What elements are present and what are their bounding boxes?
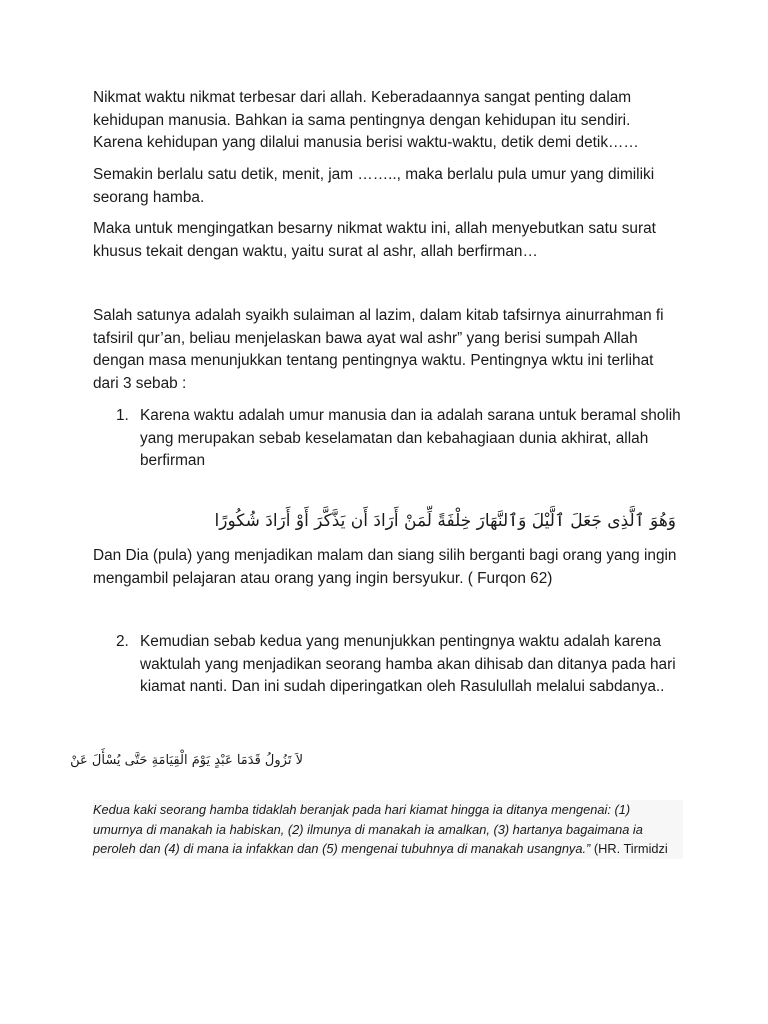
list-item-1 [116, 405, 686, 473]
hadith-translation [93, 800, 683, 859]
verse-translation: Dan Dia (pula) yang menjadikan malam dan siang silih berganti bagi orang yang ingin mengambil pelajaran atau orang yang ingin bersyukur. ( Furqon 62) [93, 547, 677, 587]
hadith-translation-text: Kedua kaki seorang hamba tidaklah beranjak pada hari kiamat hingga ia ditanya mengenai: (1) umurnya di manakah ia habiskan, (2) ilmunya di manakah ia amalkan, (3) hartanya bagaimana ia peroleh dan (4) di mana ia infakkan dan (5) mengenai tubuhnya di manakah usangnya.” [93, 802, 643, 856]
hadith-arabic: لاَ تَزُولُ قَدَمَا عَبْدٍ يَوْمَ الْقِيَامَةِ حَتَّى يُسْأَلَ عَنْ [70, 753, 303, 768]
list-item-text: Kemudian sebab kedua yang menunjukkan pentingnya waktu adalah karena waktulah yang menjadikan seorang hamba akan dihisab dan ditanya pada hari kiamat nanti. Dan ini sudah diperingatkan oleh Rasulullah melalui sabdanya.. [140, 633, 676, 695]
third-paragraph: Maka untuk mengingatkan besarny nikmat waktu ini, allah menyebutkan satu surat khusus tekait dengan waktu, yaitu surat al ashr, allah berfirman… [93, 220, 656, 260]
list-item-text: Karena waktu adalah umur manusia dan ia adalah sarana untuk beramal sholih yang merupakan sebab keselamatan dan kebahagiaan dunia akhirat, allah berfirman [140, 407, 681, 469]
list-number: 1. [116, 407, 129, 424]
intro-paragraph: Nikmat waktu nikmat terbesar dari allah. Keberadaannya sangat penting dalam kehidupan manusia. Bahkan ia sama pentingnya dengan kehidupan itu sendiri. Karena kehidupan yang dilalui manusia berisi waktu-waktu, detik demi detik…… [93, 89, 639, 151]
list-number: 2. [116, 633, 129, 650]
hadith-citation: (HR. Tirmidzi [590, 841, 668, 856]
quran-verse-arabic: وَهُوَ ٱلَّذِى جَعَلَ ٱلَّيْلَ وَٱلنَّهَارَ خِلْفَةً لِّمَنْ أَرَادَ أَن يَذَّكَّرَ أَوْ أَرَادَ شُكُورًا [214, 511, 676, 531]
fourth-paragraph: Salah satunya adalah syaikh sulaiman al lazim, dalam kitab tafsirnya ainurrahman fi tafsiril qur’an, beliau menjelaskan bawa ayat wal ashr” yang berisi sumpah Allah dengan masa menunjukkan tentang pentingnya waktu. Pentingnya wktu ini terlihat dari 3 sebab : [93, 307, 664, 392]
second-paragraph: Semakin berlalu satu detik, menit, jam …….., maka berlalu pula umur yang dimiliki seorang hamba. [93, 166, 655, 206]
list-item-2 [116, 631, 686, 699]
